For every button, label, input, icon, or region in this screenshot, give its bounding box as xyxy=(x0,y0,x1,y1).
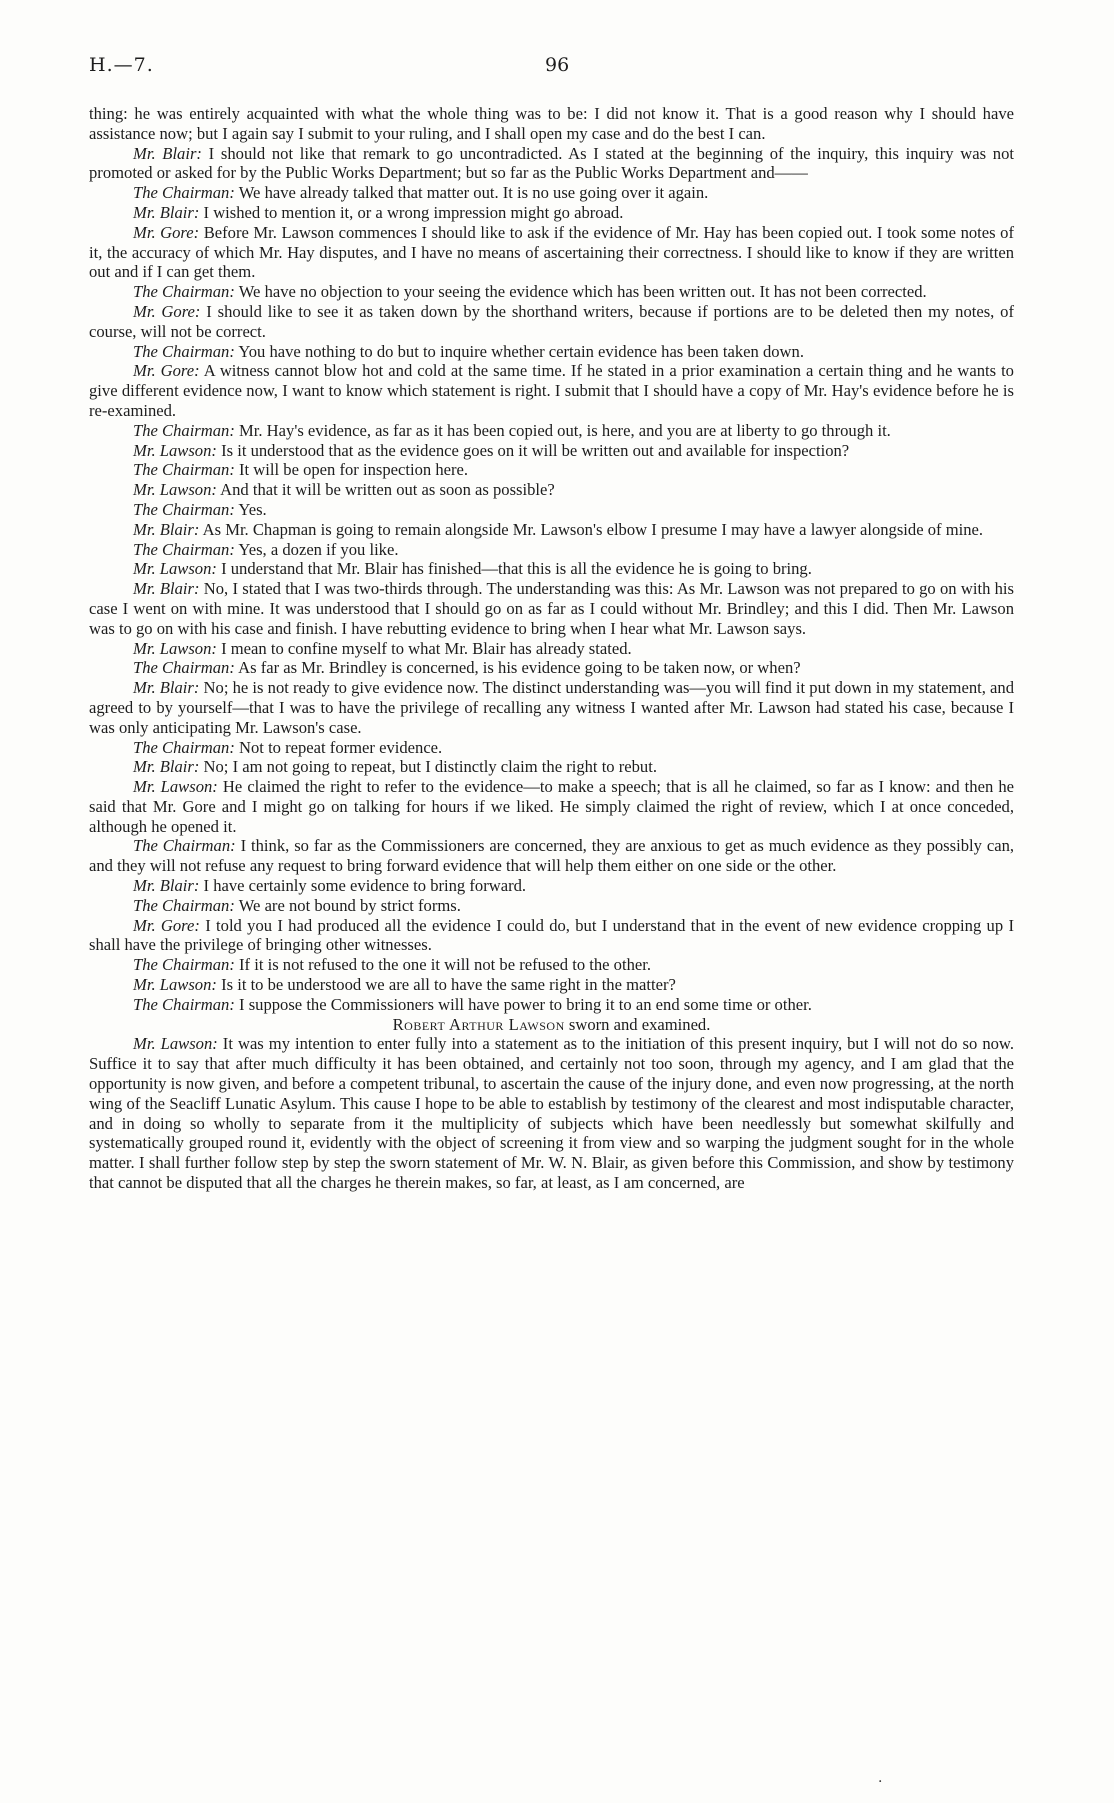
paragraph xyxy=(89,520,1014,540)
paragraph-text: Not to repeat former evidence. xyxy=(234,737,443,757)
speaker-name: Mr. Lawson: xyxy=(133,638,217,658)
paragraph xyxy=(89,1034,1014,1192)
paragraph-text: I told you I had produced all the evidence I could do, but I understand that in the event of new evidence cropping up I shall have the privilege of bringing other witnesses. xyxy=(89,915,1014,955)
paragraph xyxy=(89,302,1014,342)
transcript-body xyxy=(89,104,1014,1193)
paragraph-text: I mean to confine myself to what Mr. Blair has already stated. xyxy=(216,638,632,658)
paragraph xyxy=(89,282,1014,302)
paragraph xyxy=(89,836,1014,876)
speaker-name: Mr. Blair: xyxy=(133,143,202,163)
paragraph-text: As far as Mr. Brindley is concerned, is his evidence going to be taken now, or when? xyxy=(234,658,801,678)
speaker-name: The Chairman: xyxy=(133,539,235,559)
witness-heading xyxy=(89,1015,1014,1035)
stray-mark: · xyxy=(878,1774,883,1790)
speaker-name: The Chairman: xyxy=(133,499,235,519)
witness-name: Robert Arthur Lawson xyxy=(392,1014,565,1034)
speaker-name: Mr. Lawson: xyxy=(133,777,218,797)
paragraph-text: I should like to see it as taken down by the shorthand writers, because if portions are to be deleted then my notes, of course, will not be correct. xyxy=(89,301,1014,341)
speaker-name: Mr. Lawson: xyxy=(133,1034,218,1054)
speaker-name: The Chairman: xyxy=(133,994,235,1014)
paragraph xyxy=(89,144,1014,184)
paragraph-text: It was my intention to enter fully into a statement as to the initiation of this present inquiry, but I will not do so now. Suffice it to say that after much difficulty it has been obtained, and certainly not too soon, through my agency, and I am glad that the opportunity is now given, and before a competent tribunal, to ascertain the cause of the injury done, and even now progressing, at the north wing of the Seacliff Lunatic Asylum. This cause I hope to be able to establish by testimony of the clearest and most indisputable character, and in doing so wholly to separate from it the multiplicity of subjects which have been needlessly but somewhat skilfully and systematically grouped round it, evidently with the object of screening it from view and so warping the judgment sought for in the whole matter. I shall further follow step by step the sworn statement of Mr. W. N. Blair, as given before this Commission, and show by testimony that cannot be disputed that all the charges he therein makes, so far, at least, as I am concerned, are xyxy=(89,1034,1014,1193)
speaker-name: Mr. Gore: xyxy=(133,915,200,935)
paragraph xyxy=(89,223,1014,282)
paragraph xyxy=(89,342,1014,362)
paragraph-text: No; he is not ready to give evidence now. The distinct understanding was—you will find it put down in my statement, and agreed to by yourself—that I was to have the privilege of recalling any witness I wanted after Mr. Lawson had stated his case, because I was only anticipating Mr. Lawson's case. xyxy=(89,678,1014,737)
speaker-name: The Chairman: xyxy=(133,183,235,203)
speaker-name: Mr. Blair: xyxy=(133,202,200,222)
paragraph-text: If it is not refused to the one it will not be refused to the other. xyxy=(234,955,652,975)
paragraph xyxy=(89,777,1014,836)
speaker-name: The Chairman: xyxy=(133,737,235,757)
speaker-name: The Chairman: xyxy=(133,955,235,975)
speaker-name: Mr. Lawson: xyxy=(133,559,217,579)
paragraph-text: thing: he was entirely acquainted with what the whole thing was to be: I did not know it. That is a good reason why I should have assistance now; but I again say I submit to your ruling, and I shall open my case and do the best I can. xyxy=(89,104,1014,143)
paragraph-text: We have no objection to your seeing the evidence which has been written out. It has not been corrected. xyxy=(234,282,927,302)
paragraph-text: You have nothing to do but to inquire whether certain evidence has been taken down. xyxy=(234,341,804,361)
paragraph-text: I wished to mention it, or a wrong impression might go abroad. xyxy=(199,202,624,222)
witness-heading-suffix: sworn and examined. xyxy=(564,1014,711,1034)
speaker-name: Mr. Gore: xyxy=(133,361,200,381)
paragraph xyxy=(89,876,1014,896)
paragraph xyxy=(89,738,1014,758)
paragraph xyxy=(89,421,1014,441)
speaker-name: Mr. Lawson: xyxy=(133,975,217,995)
page-number: 96 xyxy=(545,54,570,76)
paragraph-text: No; I am not going to repeat, but I distinctly claim the right to rebut. xyxy=(199,757,657,777)
paragraph-text: Mr. Hay's evidence, as far as it has been copied out, is here, and you are at liberty to go through it. xyxy=(234,420,891,440)
speaker-name: Mr. Blair: xyxy=(133,579,200,599)
paragraph-text: No, I stated that I was two-thirds through. The understanding was this: As Mr. Lawson was not prepared to go on with his case I went on with mine. It was understood that I should go on as far as I could without Mr. Brindley; and this I did. Then Mr. Lawson was to go on with his case and finish. I have rebutting evidence to bring when I hear what Mr. Lawson says. xyxy=(89,579,1014,638)
paragraph xyxy=(89,361,1014,420)
paragraph xyxy=(89,500,1014,520)
paragraph-text: And that it will be written out as soon as possible? xyxy=(216,480,555,500)
paragraph xyxy=(89,896,1014,916)
paragraph xyxy=(89,975,1014,995)
document-reference: H.—7. xyxy=(89,54,154,76)
paragraph xyxy=(89,104,1014,144)
paragraph xyxy=(89,678,1014,737)
speaker-name: The Chairman: xyxy=(133,282,235,302)
speaker-name: The Chairman: xyxy=(133,836,236,856)
paragraph-text: I should not like that remark to go uncontradicted. As I stated at the beginning of the inquiry, this inquiry was not promoted or asked for by the Public Works Department; but so far as the Public Works Department and—— xyxy=(89,143,1015,183)
paragraph xyxy=(89,995,1014,1015)
paragraph xyxy=(89,559,1014,579)
paragraph xyxy=(89,658,1014,678)
speaker-name: Mr. Lawson: xyxy=(133,440,217,460)
paragraph xyxy=(89,757,1014,777)
paragraph xyxy=(89,203,1014,223)
paragraph-text: I suppose the Commissioners will have power to bring it to an end some time or other. xyxy=(234,994,812,1014)
paragraph xyxy=(89,480,1014,500)
paragraph xyxy=(89,441,1014,461)
paragraph-text: A witness cannot blow hot and cold at the same time. If he stated in a prior examination a certain thing and he wants to give different evidence now, I want to know which statement is right. I submit that I should have a copy of Mr. Hay's evidence before he is re-examined. xyxy=(89,361,1014,420)
speaker-name: The Chairman: xyxy=(133,460,235,480)
speaker-name: The Chairman: xyxy=(133,895,235,915)
paragraph-text: We have already talked that matter out. It is no use going over it again. xyxy=(234,183,709,203)
paragraph-text: We are not bound by strict forms. xyxy=(234,895,461,915)
paragraph-text: As Mr. Chapman is going to remain alongside Mr. Lawson's elbow I presume I may have a lawyer alongside of mine. xyxy=(199,519,984,539)
paragraph-text: Is it understood that as the evidence goes on it will be written out and available for inspection? xyxy=(216,440,850,460)
speaker-name: Mr. Gore: xyxy=(133,301,201,321)
paragraph xyxy=(89,955,1014,975)
paragraph xyxy=(89,540,1014,560)
page-header xyxy=(89,54,1014,84)
paragraph-text: I have certainly some evidence to bring forward. xyxy=(199,876,527,896)
paragraph-text: Yes, a dozen if you like. xyxy=(234,539,399,559)
speaker-name: Mr. Blair: xyxy=(133,519,200,539)
speaker-name: Mr. Blair: xyxy=(133,876,200,896)
speaker-name: Mr. Lawson: xyxy=(133,480,217,500)
speaker-name: Mr. Blair: xyxy=(133,678,200,698)
paragraph-text: Before Mr. Lawson commences I should like to ask if the evidence of Mr. Hay has been copied out. I took some notes of it, the accuracy of which Mr. Hay disputes, and I have no means of ascertaining their correctness. I should like to know if they are written out and if I can get them. xyxy=(89,222,1014,282)
paragraph-text: He claimed the right to refer to the evidence—to make a speech; that is all he claimed, so far as I know: and then he said that Mr. Gore and I might go on talking for hours if we liked. He simply claimed the right of review, which I at once conceded, although he opened it. xyxy=(89,777,1014,836)
speaker-name: Mr. Blair: xyxy=(133,757,200,777)
speaker-name: The Chairman: xyxy=(133,341,235,361)
speaker-name: The Chairman: xyxy=(133,420,235,440)
paragraph-text: Is it to be understood we are all to have the same right in the matter? xyxy=(216,975,676,995)
speaker-name: The Chairman: xyxy=(133,658,235,678)
paragraph-text: Yes. xyxy=(234,499,267,519)
paragraph-text: It will be open for inspection here. xyxy=(234,460,469,480)
paragraph-text: I think, so far as the Commissioners are concerned, they are anxious to get as much evidence as they possibly can, and they will not refuse any request to bring forward evidence that will help them either on one side or the other. xyxy=(89,836,1015,876)
paragraph-text: I understand that Mr. Blair has finished—that this is all the evidence he is going to bring. xyxy=(216,559,812,579)
paragraph xyxy=(89,639,1014,659)
speaker-name: Mr. Gore: xyxy=(133,222,200,242)
paragraph xyxy=(89,460,1014,480)
paragraph xyxy=(89,183,1014,203)
paragraph xyxy=(89,916,1014,956)
paragraph xyxy=(89,579,1014,638)
